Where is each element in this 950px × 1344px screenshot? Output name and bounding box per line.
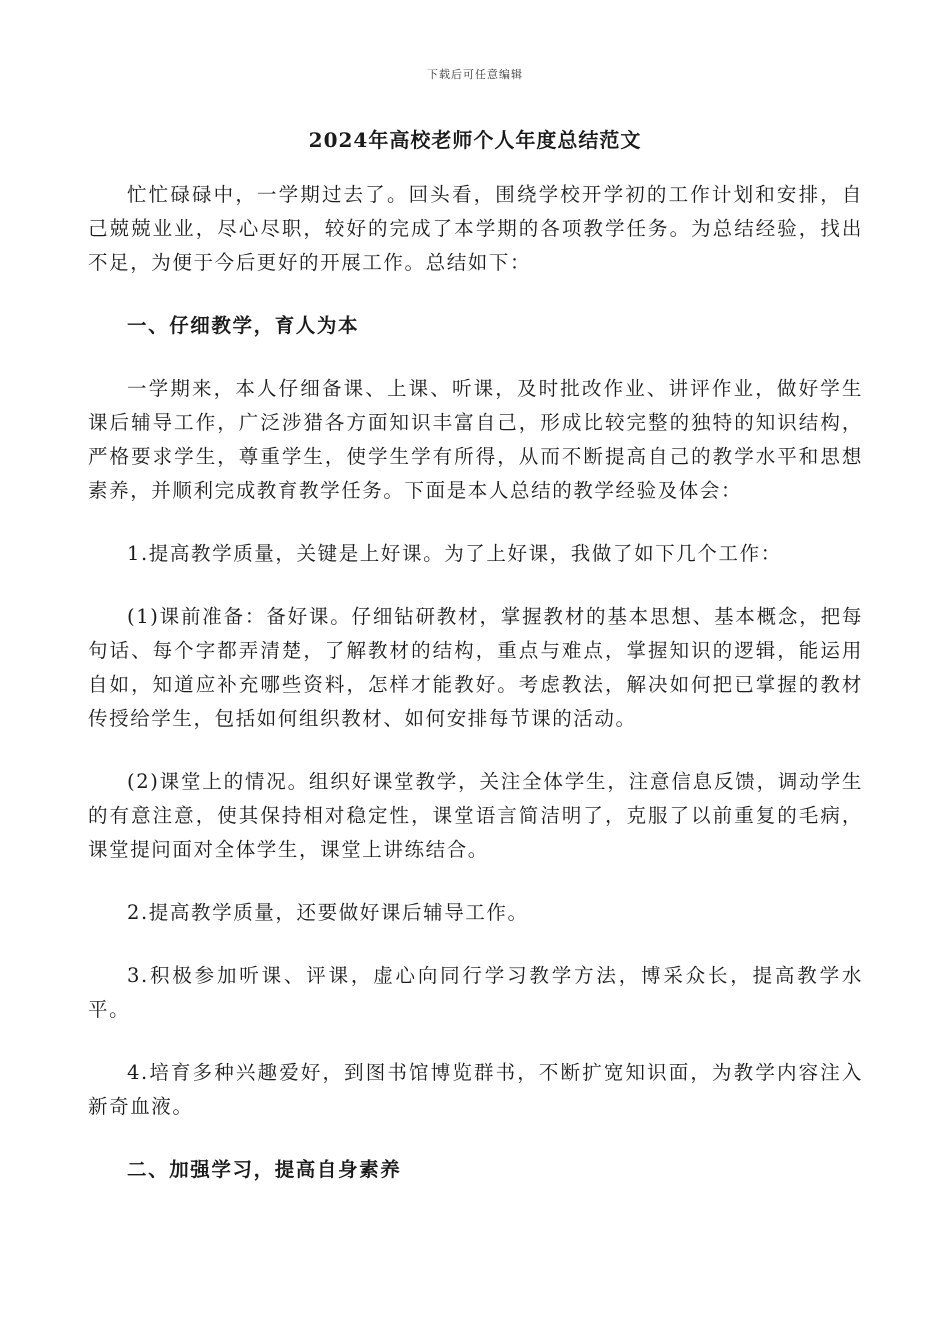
- document-body: [88, 178, 863, 1216]
- section-heading-1: 一、仔细教学，育人为本: [127, 314, 360, 337]
- document-title: 2024年高校老师个人年度总结范文: [308, 128, 642, 152]
- intro-paragraph: 忙忙碌碌中，一学期过去了。回头看，围绕学校开学初的工作计划和安排，自己兢兢业业，尽心尽职，较好的完成了本学期的各项教学任务。为总结经验，找出不足，为便于今后更好的开展工作。总结如下：: [88, 183, 863, 274]
- header-note: 下载后可任意编辑: [427, 68, 523, 81]
- list-item-3: 3.积极参加听课、评课，虚心向同行学习教学方法，博采众长，提高教学水平。: [88, 964, 863, 1021]
- list-item-2: 2.提高教学质量，还要做好课后辅导工作。: [127, 901, 529, 924]
- list-item-4: 4.培育多种兴趣爱好，到图书馆博览群书，不断扩宽知识面，为教学内容注入新奇血液。: [88, 1061, 863, 1118]
- sub-item-1: (1)课前准备：备好课。仔细钻研教材，掌握教材的基本思想、基本概念，把每句话、每个字都弄清楚，了解教材的结构，重点与难点，掌握知识的逻辑，能运用自如，知道应补充哪些资料，怎样才能教好。考虑教法，解决如何把已掌握的教材传授给学生，包括如何组织教材、如何安排每节课的活动。: [88, 605, 863, 730]
- sub-item-2: (2)课堂上的情况。组织好课堂教学，关注全体学生，注意信息反馈，调动学生的有意注意，使其保持相对稳定性，课堂语言简洁明了，克服了以前重复的毛病，课堂提问面对全体学生，课堂上讲练结合。: [88, 770, 863, 861]
- section-heading-2: 二、加强学习，提高自身素养: [127, 1158, 402, 1181]
- list-item-1: 1.提高教学质量，关键是上好课。为了上好课，我做了如下几个工作：: [127, 542, 782, 565]
- section1-paragraph: 一学期来，本人仔细备课、上课、听课，及时批改作业、讲评作业，做好学生课后辅导工作，广泛涉猎各方面知识丰富自己，形成比较完整的独特的知识结构，严格要求学生，尊重学生，使学生学有所得，从而不断提高自己的教学水平和思想素养，并顺利完成教育教学任务。下面是本人总结的教学经验及体会：: [88, 377, 863, 502]
